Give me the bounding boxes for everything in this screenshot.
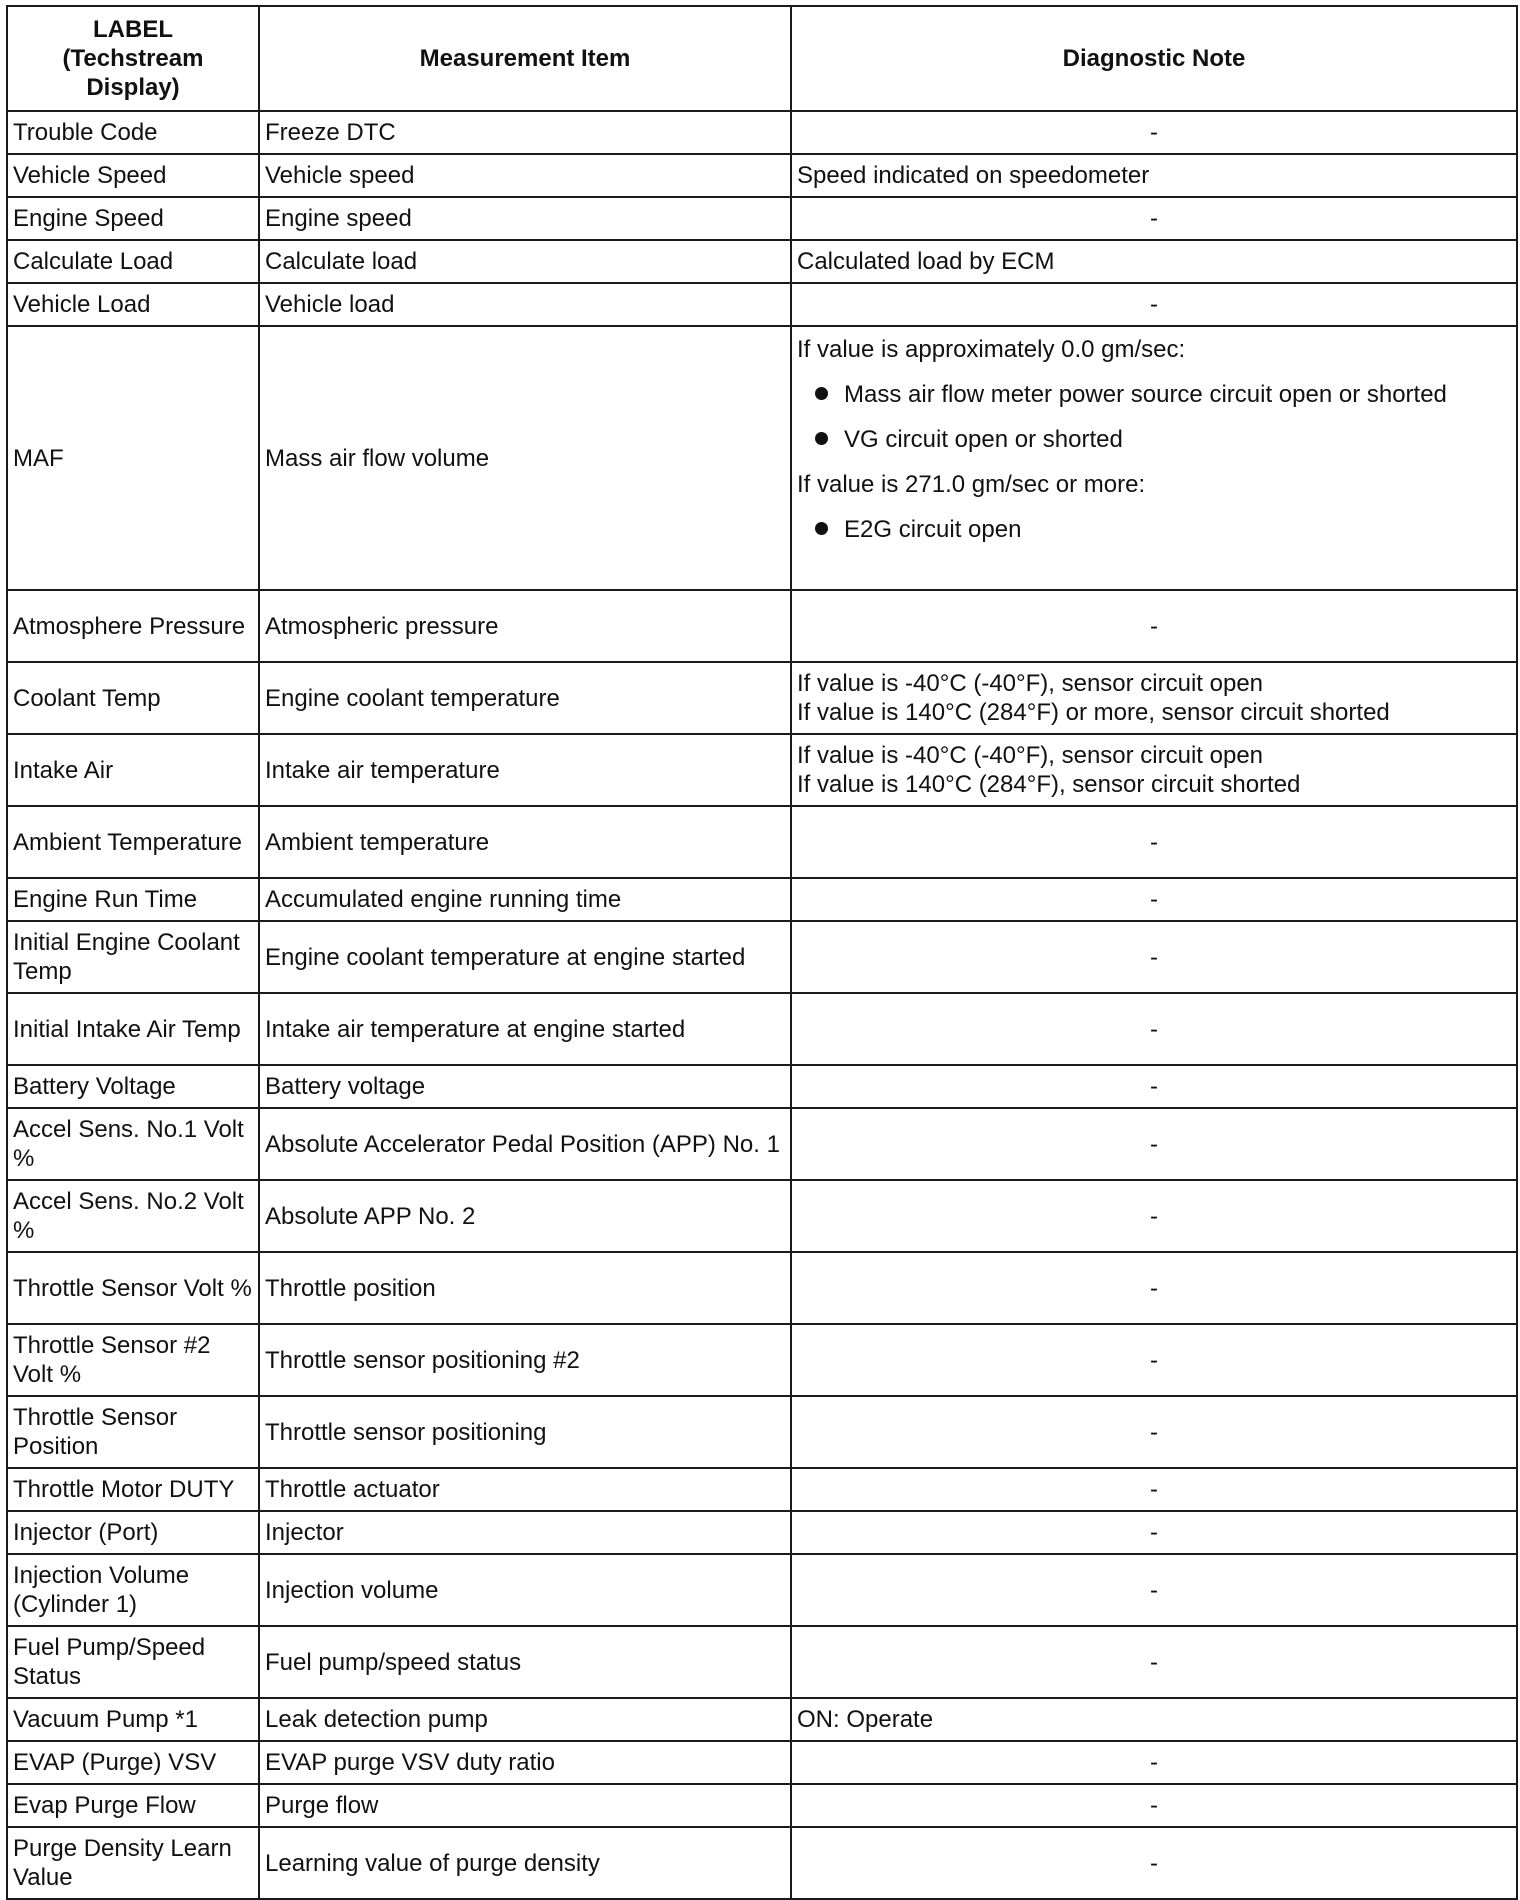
cell-label: Accel Sens. No.2 Volt % <box>7 1180 259 1252</box>
table-row <box>7 154 1517 197</box>
cell-label: Accel Sens. No.1 Volt % <box>7 1108 259 1180</box>
cell-item: Purge flow <box>259 1784 791 1827</box>
cell-note: ON: Operate <box>791 1698 1517 1741</box>
table-row <box>7 111 1517 154</box>
cell-label: Evap Purge Flow <box>7 1784 259 1827</box>
cell-note: - <box>791 590 1517 662</box>
cell-item: Vehicle load <box>259 283 791 326</box>
cell-note <box>791 662 1517 734</box>
cell-note: - <box>791 197 1517 240</box>
cell-item: Ambient temperature <box>259 806 791 878</box>
cell-note: - <box>791 1396 1517 1468</box>
cell-label: MAF <box>7 326 259 590</box>
cell-item: EVAP purge VSV duty ratio <box>259 1741 791 1784</box>
table-row <box>7 1741 1517 1784</box>
cell-item: Fuel pump/speed status <box>259 1626 791 1698</box>
table-row <box>7 1468 1517 1511</box>
header-label: LABEL (Techstream Display) <box>7 6 259 111</box>
cell-item: Intake air temperature <box>259 734 791 806</box>
cell-label: Intake Air <box>7 734 259 806</box>
table-row <box>7 806 1517 878</box>
cell-label: Throttle Sensor Position <box>7 1396 259 1468</box>
header-measurement-item: Measurement Item <box>259 6 791 111</box>
note-line: If value is -40°C (-40°F), sensor circuit open <box>797 670 1264 697</box>
cell-note: - <box>791 1827 1517 1899</box>
cell-label: Vehicle Speed <box>7 154 259 197</box>
cell-label: Atmosphere Pressure <box>7 590 259 662</box>
table-row <box>7 1252 1517 1324</box>
table-row <box>7 590 1517 662</box>
maf-note-bullet-text: VG circuit open or shorted <box>844 426 1123 453</box>
cell-item: Absolute Accelerator Pedal Position (APP) No. 1 <box>259 1108 791 1180</box>
cell-label: Battery Voltage <box>7 1065 259 1108</box>
cell-item: Learning value of purge density <box>259 1827 791 1899</box>
cell-item: Accumulated engine running time <box>259 878 791 921</box>
header-diagnostic-note: Diagnostic Note <box>791 6 1517 111</box>
cell-label: Vehicle Load <box>7 283 259 326</box>
cell-label: Engine Run Time <box>7 878 259 921</box>
bullet-icon <box>815 432 828 445</box>
cell-note: - <box>791 1468 1517 1511</box>
cell-item: Atmospheric pressure <box>259 590 791 662</box>
cell-note: - <box>791 806 1517 878</box>
cell-label: Engine Speed <box>7 197 259 240</box>
cell-item: Mass air flow volume <box>259 326 791 590</box>
cell-label: Vacuum Pump *1 <box>7 1698 259 1741</box>
cell-item: Intake air temperature at engine started <box>259 993 791 1065</box>
diagnostic-data-table <box>6 5 1518 1900</box>
note-line: If value is -40°C (-40°F), sensor circuit open <box>797 742 1264 769</box>
cell-note: - <box>791 1065 1517 1108</box>
note-line: If value is 140°C (284°F) or more, sensor circuit shorted <box>797 699 1390 726</box>
cell-note: Speed indicated on speedometer <box>791 154 1517 197</box>
table-row <box>7 1698 1517 1741</box>
cell-label: Fuel Pump/Speed Status <box>7 1626 259 1698</box>
cell-note: - <box>791 283 1517 326</box>
note-line: If value is 140°C (284°F), sensor circuit shorted <box>797 771 1301 798</box>
cell-label: Injection Volume (Cylinder 1) <box>7 1554 259 1626</box>
cell-note: - <box>791 1108 1517 1180</box>
table-row <box>7 1511 1517 1554</box>
cell-note: - <box>791 1252 1517 1324</box>
cell-note: - <box>791 1626 1517 1698</box>
cell-item: Freeze DTC <box>259 111 791 154</box>
maf-note-bullet <box>797 515 1511 544</box>
table-row <box>7 1784 1517 1827</box>
cell-label: Throttle Sensor #2 Volt % <box>7 1324 259 1396</box>
cell-label: Calculate Load <box>7 240 259 283</box>
cell-label: Coolant Temp <box>7 662 259 734</box>
table-row <box>7 240 1517 283</box>
cell-note: - <box>791 1511 1517 1554</box>
cell-item: Vehicle speed <box>259 154 791 197</box>
cell-note: - <box>791 1784 1517 1827</box>
maf-note-bullet <box>797 425 1511 454</box>
cell-note: - <box>791 1324 1517 1396</box>
maf-note-bullet-text: E2G circuit open <box>844 516 1022 543</box>
maf-note-condition-high: If value is 271.0 gm/sec or more: <box>797 471 1146 498</box>
table-row <box>7 1108 1517 1180</box>
cell-note: - <box>791 921 1517 993</box>
maf-note-condition-low: If value is approximately 0.0 gm/sec: <box>797 336 1186 363</box>
cell-note <box>791 326 1517 590</box>
cell-label: Ambient Temperature <box>7 806 259 878</box>
table-body <box>7 111 1517 1899</box>
table-row <box>7 921 1517 993</box>
table-row <box>7 1065 1517 1108</box>
table-row <box>7 662 1517 734</box>
table-header-row <box>7 6 1517 111</box>
cell-item: Leak detection pump <box>259 1698 791 1741</box>
cell-note: - <box>791 111 1517 154</box>
cell-item: Absolute APP No. 2 <box>259 1180 791 1252</box>
table-row <box>7 1554 1517 1626</box>
bullet-icon <box>815 387 828 400</box>
maf-note-bullet <box>797 380 1511 409</box>
cell-label: EVAP (Purge) VSV <box>7 1741 259 1784</box>
cell-item: Engine speed <box>259 197 791 240</box>
cell-label: Initial Intake Air Temp <box>7 993 259 1065</box>
table-row <box>7 1626 1517 1698</box>
cell-label: Trouble Code <box>7 111 259 154</box>
cell-item: Battery voltage <box>259 1065 791 1108</box>
cell-item: Throttle sensor positioning <box>259 1396 791 1468</box>
cell-note: - <box>791 878 1517 921</box>
bullet-icon <box>815 522 828 535</box>
cell-item: Throttle sensor positioning #2 <box>259 1324 791 1396</box>
cell-item: Throttle actuator <box>259 1468 791 1511</box>
cell-label: Initial Engine Coolant Temp <box>7 921 259 993</box>
table-row <box>7 1180 1517 1252</box>
table-row <box>7 878 1517 921</box>
maf-note-bullet-text: Mass air flow meter power source circuit open or shorted <box>844 381 1447 408</box>
cell-note: - <box>791 1554 1517 1626</box>
table-row <box>7 326 1517 590</box>
table-row <box>7 197 1517 240</box>
cell-item: Injection volume <box>259 1554 791 1626</box>
cell-note: - <box>791 1180 1517 1252</box>
cell-note: - <box>791 1741 1517 1784</box>
cell-note <box>791 734 1517 806</box>
table-row <box>7 1396 1517 1468</box>
table-row <box>7 283 1517 326</box>
cell-item: Throttle position <box>259 1252 791 1324</box>
cell-item: Engine coolant temperature <box>259 662 791 734</box>
cell-item: Injector <box>259 1511 791 1554</box>
table-row <box>7 1324 1517 1396</box>
cell-item: Calculate load <box>259 240 791 283</box>
cell-label: Purge Density Learn Value <box>7 1827 259 1899</box>
cell-note: Calculated load by ECM <box>791 240 1517 283</box>
table-row <box>7 1827 1517 1899</box>
cell-item: Engine coolant temperature at engine started <box>259 921 791 993</box>
cell-label: Throttle Sensor Volt % <box>7 1252 259 1324</box>
table-row <box>7 734 1517 806</box>
cell-label: Injector (Port) <box>7 1511 259 1554</box>
cell-label: Throttle Motor DUTY <box>7 1468 259 1511</box>
table-row <box>7 993 1517 1065</box>
cell-note: - <box>791 993 1517 1065</box>
